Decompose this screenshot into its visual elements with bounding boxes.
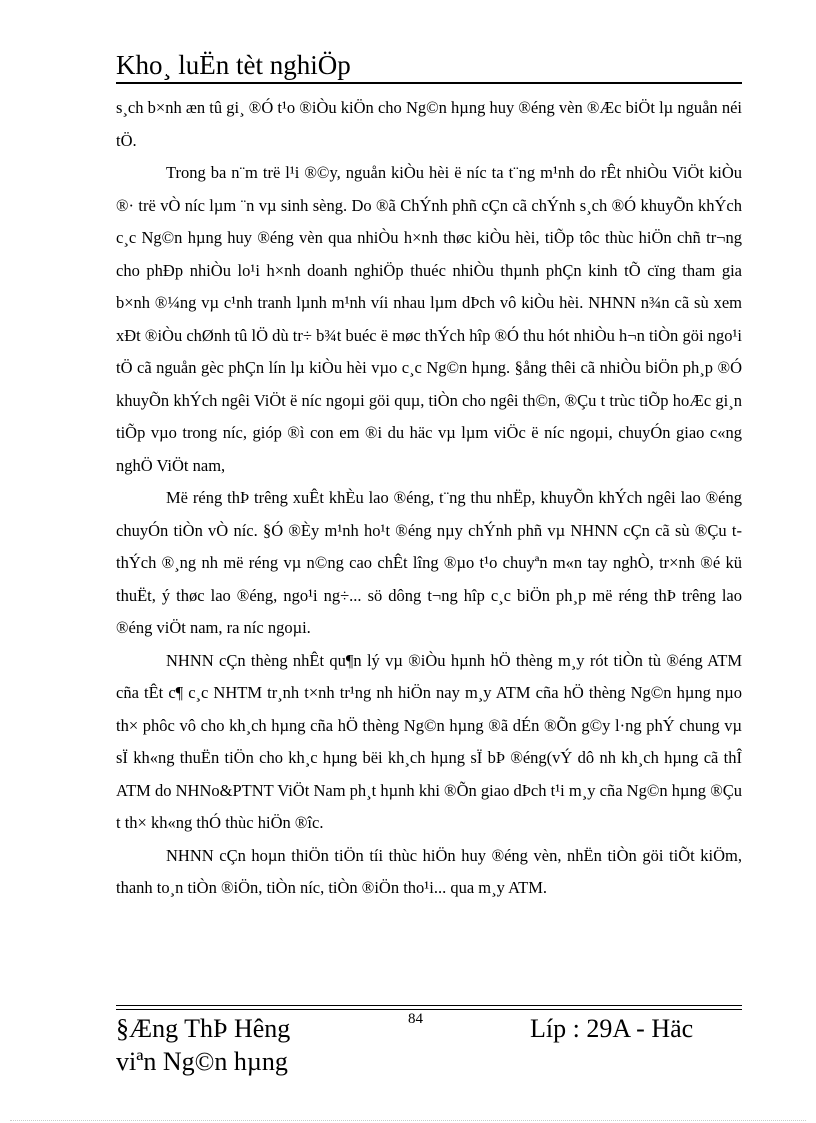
footer-author: §Æng ThÞ Hêng viªn Ng©n hµng [116,1014,291,1076]
paragraph-2: Trong ba n¨m trë l¹i ®©y, nguån kiÒu hèi ë níc ta t¨ng m¹nh do rÊt nhiÒu ViÖt kiÒu ®· trë vÒ níc lµm ¨n vµ sinh sèng. Do ®ã ChÝnh phñ cÇn cã chÝnh s¸ch ®Ó khuyÕn khÝch c¸c Ng©n hµng huy ®éng vèn qua nhiÒu h×nh thøc kiÒu hèi, tiÕp tôc thùc hiÖn chñ tr¬ng cho phÐp nhiÒu lo¹i h×nh doanh nghiÖp thuéc nhiÒu thµnh phÇn kinh tÕ cïng tham gia b×nh ®¼ng vµ c¹nh tranh lµnh m¹nh víi nhau lµm dÞch vô kiÒu hèi. NHNN n¾n cã sù xem xÐt ®iÒu chØnh tû lÖ dù tr÷ b¾t buéc ë møc thÝch hîp ®Ó thu hót nhiÒu h¬n tiÒn göi ngo¹i tÖ cã nguån gèc phÇn lín lµ kiÒu hèi vµo c¸c Ng©n hµng. §ång thêi cã nhiÒu biÖn ph¸p ®Ó khuyÕn khÝch ngêi ViÖt ë níc ngoµi göi quµ, tiÒn cho ngêi th©n, ®Çu t trùc tiÕp hoÆc gi¸n tiÕp vµo trong níc, gióp ®ì con em ®i du häc vµ lµm viÖc ë níc ngoµi, chuyÓn giao c«ng nghÖ ViÖt nam, [116,163,742,475]
page-bottom-edge [10,1120,806,1121]
page-number: 84 [408,1011,423,1027]
paragraph-5: NHNN cÇn hoµn thiÖn tiÖn tíi thùc hiÖn huy ®éng vèn, nhËn tiÒn göi tiÕt kiÖm, thanh to¸n tiÒn ®iÖn, tiÒn níc, tiÒn ®iÖn tho¹i... qua m¸y ATM. [116,845,742,897]
footer-divider-bottom [116,1009,742,1010]
paragraph-3: Më réng thÞ trêng xuÊt khÈu lao ®éng, t¨ng thu nhËp, khuyÕn khÝch ngêi lao ®éng chuyÓn tiÒn vÒ níc. §Ó ®Èy m¹nh ho¹t ®éng nµy chÝnh phñ vµ NHNN cÇn cã sù ®Çu t thÝch ®¸ng nh më réng vµ n©ng cao chÊt lîng ®µo t¹o chuyªn m«n tay nghÒ, tr×nh ®é kü thuËt, ý thøc lao ®éng, ngo¹i ng÷... sö dông t¬ng hîp c¸c biÖn ph¸p më réng thÞ trêng lao ®éng viÖt nam, ra níc ngoµi. [116,488,742,637]
paragraph-4: NHNN cÇn thèng nhÊt qu¶n lý vµ ®iÒu hµnh hÖ thèng m¸y rót tiÒn tù ®éng ATM cña tÊt c¶ c¸c NHTM tr¸nh t×nh tr¹ng nh hiÖn nay m¸y ATM cña hÖ thèng Ng©n hµng nµo th× phôc vô cho kh¸ch hµng cña hÖ thèng Ng©n hµng ®ã dÉn ®Õn g©y l·ng phÝ chung vµ sÏ kh«ng thuËn tiÖn cho kh¸c hµng bëi kh¸ch hµng sÏ bÞ ®éng(vÝ dô nh kh¸ch hµng cã thÎ ATM do NHNo&PTNT ViÖt Nam ph¸t hµnh khi ®Õn giao dÞch t¹i m¸y cña Ng©n hµng ®Çu t th× kh«ng thÓ thùc hiÖn ®îc. [116,650,742,832]
document-body [116,92,742,905]
paragraph-1: s¸ch b×nh æn tû gi¸ ®Ó t¹o ®iÒu kiÖn cho Ng©n hµng huy ®éng vèn ®Æc biÖt lµ nguån néi tÖ. [116,98,742,150]
document-header-title: Kho¸ luËn tèt nghiÖp [116,50,351,80]
header-divider [116,82,742,84]
footer-class-label: Líp : 29A - Häc [530,1014,694,1043]
footer-divider-top [116,1005,742,1006]
